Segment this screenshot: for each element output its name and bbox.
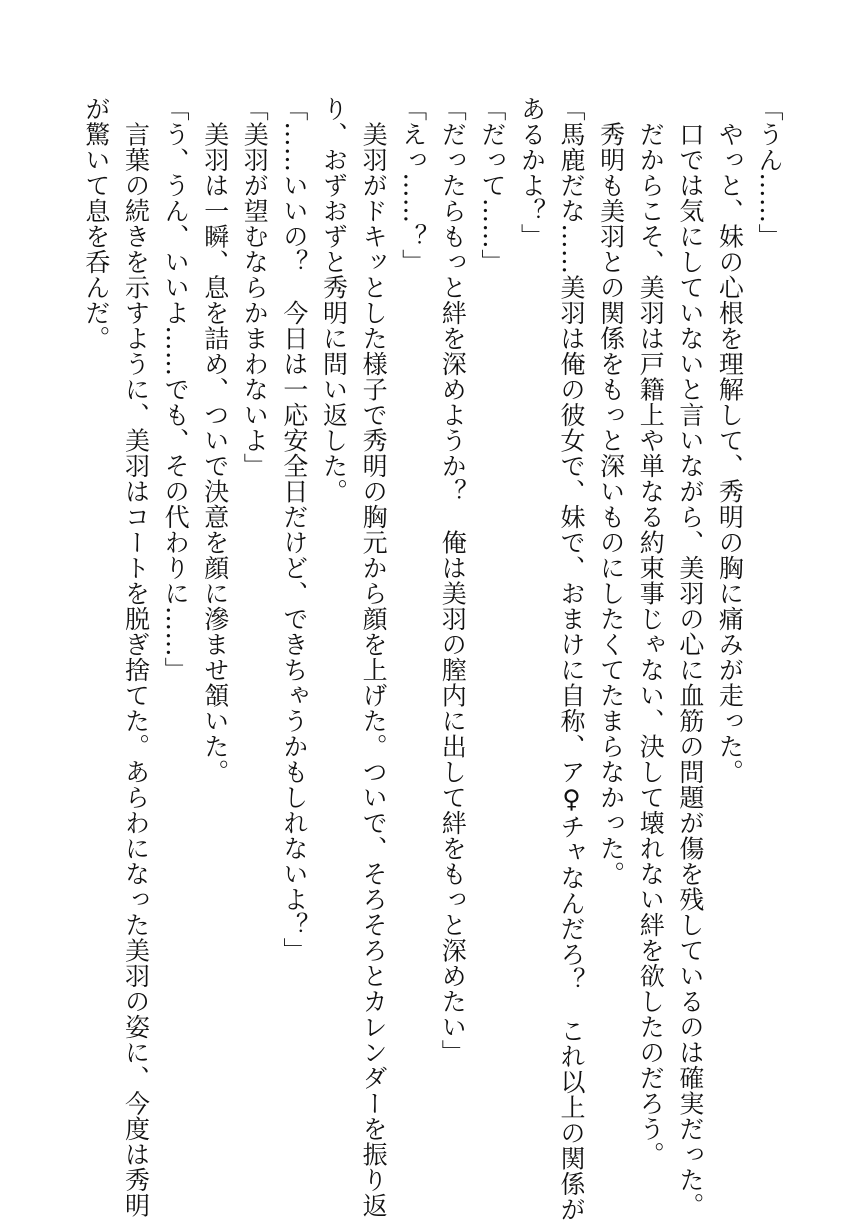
text-line: 「……いいの？ 今日は一応安全日だけど、できちゃうかもしれないよ？」 [279, 96, 309, 963]
text-line: 「馬鹿だな……美羽は俺の彼女で、妹で、おまけに自称、ア♀チャなんだろ？ これ以上の関係が [557, 96, 587, 1222]
text-line: 「えっ……？」 [398, 96, 428, 275]
text-line: 「う、うん、いいよ……でも、その代わりに……」 [161, 96, 191, 683]
text-line: 美羽は一瞬、息を詰め、ついで決意を顔に滲ませ頷いた。 [200, 96, 230, 785]
text-line: 「だって……」 [477, 96, 507, 275]
vertical-text-block [76, 96, 789, 1222]
text-line: 「うん……」 [755, 96, 784, 249]
text-line: 口では気にしていないと言いながら、美羽の心に血筋の問題が傷を残しているのは確実だった。 [675, 96, 705, 1218]
text-line: だからこそ、美羽は戸籍上や単なる約束事じゃない、決して壊れない絆を欲したのだろう。 [636, 96, 666, 1167]
text-line: あるかよ？」 [517, 96, 547, 249]
text-line: が驚いて息を呑んだ。 [81, 96, 111, 351]
text-line: 美羽がドキッとした様子で秀明の胸元から顔を上げた。ついで、そろそろとカレンダーを振り返 [359, 96, 389, 1218]
text-line: やっと、妹の心根を理解して、秀明の胸に痛みが走った。 [715, 96, 745, 785]
text-line: り、おずおずと秀明に問い返した。 [319, 96, 349, 504]
text-line: 「だったらもっと絆を深めようか？ 俺は美羽の膣内に出して絆をもっと深めたい」 [438, 96, 468, 1065]
text-line: 秀明も美羽との関係をもっと深いものにしたくてたまらなかった。 [596, 96, 626, 887]
text-line: 言葉の続きを示すように、美羽はコートを脱ぎ捨てた。あらわになった美羽の姿に、今度は秀明 [121, 96, 151, 1218]
text-line: 「美羽が望むならかまわないよ」 [240, 96, 270, 479]
